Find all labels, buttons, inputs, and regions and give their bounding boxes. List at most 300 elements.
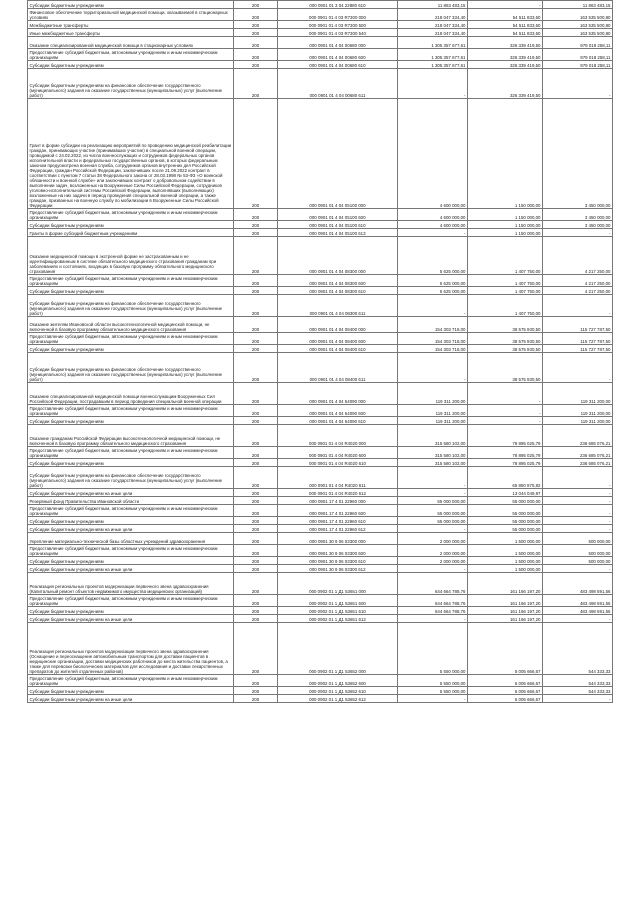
budget-execution-table	[27, 0, 613, 703]
table-row	[28, 425, 613, 447]
table-row	[28, 229, 613, 237]
row-budget-code-cell: 000 0901 30 9 06 03300 610	[278, 557, 398, 565]
row-name-cell: Предоставление субсидий бюджетным, автономным учреждениям и иным некоммерческим организациям	[28, 333, 234, 345]
table-row	[28, 497, 613, 505]
row-executed-amount-cell: 326 339 419,50	[468, 37, 543, 49]
row-remaining-amount-cell: 979 018 258,11	[543, 61, 613, 69]
table-row	[28, 505, 613, 517]
row-name-cell: Субсидии бюджетным учреждениям на иные цели	[28, 525, 234, 533]
row-budget-code-cell: 000 0901 01 3 04 22880 610	[278, 1, 398, 9]
row-remaining-amount-cell: 544 333,33	[543, 623, 613, 675]
row-name-cell: Оказание медицинской помощи в экстренной форме не застрахованным и не идентифицированным в системе обязательного медицинского страхования гражданам при заболеваниях и состояниях, входящих в базовую программу обязательного медицинского страхования	[28, 237, 234, 275]
row-approved-amount-cell: 315 580 102,00	[398, 425, 468, 447]
row-remaining-amount-cell: 4 217 250,00	[543, 237, 613, 275]
row-budget-code-cell: 000 0901 01 4 04 05100 610	[278, 221, 398, 229]
row-remaining-amount-cell: 163 535 500,80	[543, 9, 613, 21]
row-admin-code-cell: 200	[234, 675, 278, 687]
row-executed-amount-cell: 1 407 750,00	[468, 295, 543, 317]
row-admin-code-cell: 200	[234, 557, 278, 565]
row-name-cell: Предоставление субсидий бюджетным, автономным учреждениям и иным некоммерческим организациям	[28, 545, 234, 557]
row-name-cell: Субсидии бюджетным учреждениям	[28, 517, 234, 525]
row-name-cell: Финансовое обеспечение территориальной медицинской помощи, оказываемой в стационарных условиях	[28, 9, 234, 21]
row-remaining-amount-cell: 979 018 258,11	[543, 49, 613, 61]
row-remaining-amount-cell: 544 333,33	[543, 687, 613, 695]
row-admin-code-cell: 200	[234, 405, 278, 417]
table-row	[28, 405, 613, 417]
row-name-cell: Реализация региональных проектов модернизации первичного звена здравоохранения (Капитальный ремонт объектов недвижимого имущества медицинских организаций)	[28, 573, 234, 595]
row-name-cell: Субсидии бюджетным учреждениям	[28, 417, 234, 425]
row-remaining-amount-cell: 483 498 591,56	[543, 573, 613, 595]
row-executed-amount-cell: 78 895 025,79	[468, 447, 543, 459]
row-name-cell: Субсидии бюджетным учреждениям на финансовое обеспечение государственного (муниципального) задания на оказание государственных (муниципальных) услуг (выполнение работ)	[28, 295, 234, 317]
row-approved-amount-cell: 315 580 102,00	[398, 459, 468, 467]
row-approved-amount-cell: 55 000 000,00	[398, 497, 468, 505]
row-name-cell: Предоставление субсидий бюджетным, автономным учреждениям и иным некоммерческим организациям	[28, 595, 234, 607]
table-row	[28, 49, 613, 61]
row-approved-amount-cell: 119 311 200,00	[398, 405, 468, 417]
table-row	[28, 353, 613, 383]
row-executed-amount-cell: 1 150 000,00	[468, 221, 543, 229]
row-budget-code-cell: 000 0902 01 1 Д1 53652 610	[278, 687, 398, 695]
row-executed-amount-cell: 78 895 025,79	[468, 425, 543, 447]
row-executed-amount-cell: 1 407 750,00	[468, 275, 543, 287]
row-name-cell: Субсидии бюджетным учреждениям на иные цели	[28, 615, 234, 623]
row-remaining-amount-cell: 3 450 000,00	[543, 209, 613, 221]
row-admin-code-cell: 200	[234, 221, 278, 229]
row-approved-amount-cell: 1 305 357 677,61	[398, 49, 468, 61]
row-remaining-amount-cell: 163 535 500,80	[543, 29, 613, 37]
row-approved-amount-cell: 55 000 000,00	[398, 517, 468, 525]
row-approved-amount-cell: -	[398, 695, 468, 703]
row-admin-code-cell: 200	[234, 565, 278, 573]
row-budget-code-cell: 000 0901 01 4 04 08400 600	[278, 333, 398, 345]
table-row	[28, 623, 613, 675]
row-admin-code-cell: 200	[234, 615, 278, 623]
row-budget-code-cell: 000 0901 17 4 01 22960 612	[278, 525, 398, 533]
row-approved-amount-cell: 2 000 000,00	[398, 545, 468, 557]
row-remaining-amount-cell: -	[543, 525, 613, 533]
row-budget-code-cell: 000 0901 01 4 04 08300 610	[278, 287, 398, 295]
row-executed-amount-cell: 5 005 666,67	[468, 623, 543, 675]
row-budget-code-cell: 000 0901 01 4 04 00680 000	[278, 37, 398, 49]
row-admin-code-cell: 200	[234, 9, 278, 21]
row-admin-code-cell: 200	[234, 687, 278, 695]
row-admin-code-cell: 200	[234, 21, 278, 29]
table-row	[28, 607, 613, 615]
row-approved-amount-cell: 2 000 000,00	[398, 533, 468, 545]
table-row	[28, 533, 613, 545]
row-approved-amount-cell: 5 625 000,00	[398, 287, 468, 295]
row-admin-code-cell: 200	[234, 623, 278, 675]
row-name-cell: Субсидии бюджетным учреждениям на финансовое обеспечение государственного (муниципального) задания на оказание государственных (муниципальных) услуг (выполнение работ)	[28, 69, 234, 99]
row-remaining-amount-cell: -	[543, 565, 613, 573]
row-approved-amount-cell: -	[398, 525, 468, 533]
row-budget-code-cell: 000 0901 01 4 04 05100 600	[278, 209, 398, 221]
row-admin-code-cell: 200	[234, 287, 278, 295]
table-row	[28, 61, 613, 69]
row-admin-code-cell: 200	[234, 209, 278, 221]
row-budget-code-cell: 000 0902 01 1 Д1 53651 000	[278, 573, 398, 595]
row-budget-code-cell: 000 0901 01 4 04 54090 600	[278, 405, 398, 417]
table-body	[28, 1, 613, 703]
row-approved-amount-cell: 4 600 000,00	[398, 209, 468, 221]
row-admin-code-cell: 200	[234, 533, 278, 545]
row-admin-code-cell: 200	[234, 467, 278, 489]
row-approved-amount-cell: 5 550 000,00	[398, 623, 468, 675]
row-executed-amount-cell: 5 005 666,67	[468, 695, 543, 703]
row-remaining-amount-cell: 3 450 000,00	[543, 99, 613, 209]
row-executed-amount-cell: 13 044 049,97	[468, 489, 543, 497]
table-row	[28, 317, 613, 333]
row-name-cell: Межбюджетные трансферты	[28, 21, 234, 29]
row-approved-amount-cell: 2 000 000,00	[398, 557, 468, 565]
row-name-cell: Субсидии бюджетным учреждениям	[28, 61, 234, 69]
table-row	[28, 565, 613, 573]
row-remaining-amount-cell: 500 000,00	[543, 533, 613, 545]
row-name-cell: Субсидии бюджетным учреждениям	[28, 345, 234, 353]
row-executed-amount-cell: 326 339 419,50	[468, 69, 543, 99]
row-executed-amount-cell: 55 000 000,00	[468, 497, 543, 505]
row-approved-amount-cell: 644 664 788,76	[398, 595, 468, 607]
row-executed-amount-cell: 1 407 750,00	[468, 287, 543, 295]
row-admin-code-cell: 200	[234, 525, 278, 533]
row-executed-amount-cell: 1 500 000,00	[468, 545, 543, 557]
row-admin-code-cell: 200	[234, 49, 278, 61]
row-name-cell: Предоставление субсидий бюджетным, автономным учреждениям и иным некоммерческим организациям	[28, 275, 234, 287]
row-remaining-amount-cell: 11 863 483,15	[543, 1, 613, 9]
row-executed-amount-cell: 326 339 419,50	[468, 49, 543, 61]
table-row	[28, 573, 613, 595]
row-remaining-amount-cell: 4 217 250,00	[543, 287, 613, 295]
row-approved-amount-cell: 119 311 200,00	[398, 383, 468, 405]
row-remaining-amount-cell: 483 498 591,56	[543, 607, 613, 615]
row-name-cell: Оказание специализированной медицинской помощи в стационарных условиях	[28, 37, 234, 49]
row-admin-code-cell: 200	[234, 607, 278, 615]
row-remaining-amount-cell: -	[543, 295, 613, 317]
row-approved-amount-cell: -	[398, 229, 468, 237]
row-approved-amount-cell: -	[398, 353, 468, 383]
row-executed-amount-cell: 1 150 000,00	[468, 99, 543, 209]
row-budget-code-cell: 000 0901 01 4 04 R4020 000	[278, 425, 398, 447]
row-admin-code-cell: 200	[234, 317, 278, 333]
row-admin-code-cell: 200	[234, 545, 278, 557]
row-budget-code-cell: 000 0901 01 4 04 54090 000	[278, 383, 398, 405]
row-name-cell: Оказание гражданам Российской Федерации высокотехнологичной медицинской помощи, не включенной в базовую программу обязательного медицинского страхования	[28, 425, 234, 447]
row-budget-code-cell: 000 0901 01 4 04 08300 600	[278, 275, 398, 287]
row-executed-amount-cell: 1 150 000,00	[468, 209, 543, 221]
table-row	[28, 21, 613, 29]
row-admin-code-cell: 200	[234, 489, 278, 497]
row-remaining-amount-cell: -	[543, 69, 613, 99]
row-remaining-amount-cell: 236 685 076,21	[543, 425, 613, 447]
row-approved-amount-cell: -	[398, 467, 468, 489]
row-admin-code-cell: 200	[234, 99, 278, 209]
row-approved-amount-cell: 1 305 357 677,61	[398, 61, 468, 69]
row-budget-code-cell: 000 0901 30 9 06 03300 612	[278, 565, 398, 573]
row-remaining-amount-cell: 119 311 200,00	[543, 405, 613, 417]
row-name-cell: Субсидии бюджетным учреждениям на иные цели	[28, 695, 234, 703]
table-row	[28, 37, 613, 49]
row-budget-code-cell: 000 0902 01 1 Д1 53652 000	[278, 623, 398, 675]
row-executed-amount-cell: 54 511 833,60	[468, 21, 543, 29]
row-executed-amount-cell: -	[468, 383, 543, 405]
row-remaining-amount-cell: -	[543, 505, 613, 517]
row-admin-code-cell: 200	[234, 383, 278, 405]
table-row	[28, 383, 613, 405]
budget-document-page	[27, 0, 612, 703]
row-name-cell: Субсидии бюджетным учреждениям	[28, 287, 234, 295]
row-approved-amount-cell: 5 550 000,00	[398, 687, 468, 695]
table-row	[28, 459, 613, 467]
row-budget-code-cell: 000 0901 17 4 01 22960 600	[278, 505, 398, 517]
row-name-cell: Гранты в форме субсидий бюджетным учреждениям	[28, 229, 234, 237]
row-admin-code-cell: 200	[234, 595, 278, 607]
table-row	[28, 687, 613, 695]
row-remaining-amount-cell: -	[543, 497, 613, 505]
row-admin-code-cell: 200	[234, 517, 278, 525]
row-approved-amount-cell: 55 000 000,00	[398, 505, 468, 517]
row-executed-amount-cell: 161 166 197,20	[468, 573, 543, 595]
table-row	[28, 545, 613, 557]
row-executed-amount-cell: 326 339 419,50	[468, 61, 543, 69]
row-budget-code-cell: 000 0902 01 1 Д1 53651 612	[278, 615, 398, 623]
row-admin-code-cell: 200	[234, 497, 278, 505]
row-budget-code-cell: 000 0902 01 1 Д1 53652 612	[278, 695, 398, 703]
table-row	[28, 29, 613, 37]
table-row	[28, 557, 613, 565]
row-executed-amount-cell: -	[468, 1, 543, 9]
row-budget-code-cell: 000 0901 30 9 06 03300 600	[278, 545, 398, 557]
row-admin-code-cell: 200	[234, 29, 278, 37]
row-approved-amount-cell: 119 311 200,00	[398, 417, 468, 425]
row-executed-amount-cell: 55 000 000,00	[468, 505, 543, 517]
row-approved-amount-cell: 5 625 000,00	[398, 275, 468, 287]
table-row	[28, 345, 613, 353]
row-remaining-amount-cell: -	[543, 517, 613, 525]
row-admin-code-cell: 200	[234, 447, 278, 459]
row-name-cell: Субсидии бюджетным учреждениям на иные цели	[28, 489, 234, 497]
row-remaining-amount-cell: 500 000,00	[543, 545, 613, 557]
table-row	[28, 1, 613, 9]
row-name-cell: Предоставление субсидий бюджетным, автономным учреждениям и иным некоммерческим организациям	[28, 447, 234, 459]
row-remaining-amount-cell: 236 685 076,21	[543, 459, 613, 467]
row-budget-code-cell: 000 0901 01 4 04 00680 611	[278, 69, 398, 99]
row-admin-code-cell: 200	[234, 229, 278, 237]
row-remaining-amount-cell: -	[543, 695, 613, 703]
row-approved-amount-cell: 1 305 357 677,61	[398, 37, 468, 49]
row-remaining-amount-cell: 115 727 787,50	[543, 333, 613, 345]
row-executed-amount-cell: 38 575 930,50	[468, 333, 543, 345]
row-approved-amount-cell: 218 047 334,40	[398, 9, 468, 21]
row-approved-amount-cell: 218 047 334,40	[398, 21, 468, 29]
row-approved-amount-cell: 11 863 483,15	[398, 1, 468, 9]
row-executed-amount-cell: 161 166 197,20	[468, 595, 543, 607]
row-budget-code-cell: 000 0901 01 4 04 R4020 610	[278, 459, 398, 467]
row-budget-code-cell: 000 0901 01 4 04 R4020 612	[278, 489, 398, 497]
row-approved-amount-cell: -	[398, 295, 468, 317]
row-executed-amount-cell: 1 500 000,00	[468, 557, 543, 565]
row-executed-amount-cell: 38 575 930,50	[468, 353, 543, 383]
row-name-cell: Субсидии бюджетным учреждениям	[28, 459, 234, 467]
row-admin-code-cell: 200	[234, 345, 278, 353]
row-admin-code-cell: 200	[234, 459, 278, 467]
row-name-cell: Резервный фонд Правительства Ивановской области	[28, 497, 234, 505]
row-remaining-amount-cell: -	[543, 615, 613, 623]
row-executed-amount-cell: 1 500 000,00	[468, 533, 543, 545]
row-name-cell: Субсидии бюджетным учреждениям	[28, 1, 234, 9]
row-name-cell: Реализация региональных проектов модернизации первичного звена здравоохранения (Оснащение и переоснащение автомобильным транспортом для доставки пациентов в медицинские организации, доставки медицинских работников до места жительства пациентов, а также для перевозки биологических материалов для исследования и доставки лекарственных препаратов до жителей отдаленных районов)	[28, 623, 234, 675]
row-budget-code-cell: 000 0901 17 4 01 22960 610	[278, 517, 398, 525]
row-name-cell: Субсидии бюджетным учреждениям на финансовое обеспечение государственного (муниципального) задания на оказание государственных (муниципальных) услуг (выполнение работ)	[28, 467, 234, 489]
row-name-cell: Предоставление субсидий бюджетным, автономным учреждениям и иным некоммерческим организациям	[28, 49, 234, 61]
row-name-cell: Субсидии бюджетным учреждениям	[28, 687, 234, 695]
row-name-cell: Предоставление субсидий бюджетным, автономным учреждениям и иным некоммерческим организациям	[28, 505, 234, 517]
table-row	[28, 333, 613, 345]
table-row	[28, 525, 613, 533]
row-remaining-amount-cell: -	[543, 489, 613, 497]
row-executed-amount-cell: 5 005 666,67	[468, 687, 543, 695]
table-row	[28, 69, 613, 99]
row-approved-amount-cell: -	[398, 69, 468, 99]
row-executed-amount-cell: 38 575 930,50	[468, 345, 543, 353]
row-remaining-amount-cell: -	[543, 467, 613, 489]
row-executed-amount-cell: -	[468, 417, 543, 425]
row-executed-amount-cell: 55 000 000,00	[468, 525, 543, 533]
row-budget-code-cell: 000 0901 01 4 04 08300 000	[278, 237, 398, 275]
row-admin-code-cell: 200	[234, 425, 278, 447]
table-row	[28, 287, 613, 295]
row-executed-amount-cell: 1 407 750,00	[468, 237, 543, 275]
row-name-cell: Оказание специализированной медицинской помощи военнослужащим Вооруженных Сил Российской Федерации, пострадавшим в период проведения специальной военной операции	[28, 383, 234, 405]
row-approved-amount-cell: 644 664 788,76	[398, 573, 468, 595]
row-budget-code-cell: 000 0901 01 4 04 08300 611	[278, 295, 398, 317]
row-approved-amount-cell: -	[398, 565, 468, 573]
row-admin-code-cell: 200	[234, 1, 278, 9]
row-name-cell: Субсидии бюджетным учреждениям на финансовое обеспечение государственного (муниципального) задания на оказание государственных (муниципальных) услуг (выполнение работ)	[28, 353, 234, 383]
row-approved-amount-cell: 4 600 000,00	[398, 99, 468, 209]
row-approved-amount-cell: 644 664 788,76	[398, 607, 468, 615]
row-admin-code-cell: 200	[234, 353, 278, 383]
row-approved-amount-cell: -	[398, 615, 468, 623]
row-budget-code-cell: 000 0901 01 4 04 05100 000	[278, 99, 398, 209]
row-approved-amount-cell: 315 580 102,00	[398, 447, 468, 459]
table-row	[28, 489, 613, 497]
row-remaining-amount-cell: -	[543, 229, 613, 237]
row-admin-code-cell: 200	[234, 573, 278, 595]
row-remaining-amount-cell: -	[543, 353, 613, 383]
row-remaining-amount-cell: 115 727 787,50	[543, 317, 613, 333]
row-approved-amount-cell: 4 600 000,00	[398, 221, 468, 229]
row-executed-amount-cell: 1 150 000,00	[468, 229, 543, 237]
table-row	[28, 275, 613, 287]
row-name-cell: Субсидии бюджетным учреждениям	[28, 221, 234, 229]
row-admin-code-cell: 200	[234, 37, 278, 49]
row-budget-code-cell: 000 0901 17 4 01 22960 000	[278, 497, 398, 505]
table-row	[28, 237, 613, 275]
row-budget-code-cell: 000 0901 01 4 04 05100 613	[278, 229, 398, 237]
row-executed-amount-cell: 54 511 833,60	[468, 9, 543, 21]
table-row	[28, 517, 613, 525]
row-executed-amount-cell: 38 575 930,50	[468, 317, 543, 333]
row-name-cell: Предоставление субсидий бюджетным, автономным учреждениям и иным некоммерческим организациям	[28, 405, 234, 417]
row-remaining-amount-cell: 115 727 787,50	[543, 345, 613, 353]
row-budget-code-cell: 000 0902 01 1 Д1 53651 600	[278, 595, 398, 607]
row-budget-code-cell: 000 0901 01 4 04 00680 600	[278, 49, 398, 61]
row-remaining-amount-cell: 119 311 200,00	[543, 383, 613, 405]
row-admin-code-cell: 200	[234, 237, 278, 275]
row-budget-code-cell: 000 0901 01 4 03 R7300 500	[278, 21, 398, 29]
row-remaining-amount-cell: 3 450 000,00	[543, 221, 613, 229]
row-executed-amount-cell: 65 850 975,82	[468, 467, 543, 489]
row-name-cell: Грант в форме субсидии на реализацию мероприятий по проведению медицинской реабилитации граждан, принимающих участие (принимавших участие) в специальной военной операции, проводимой с 24.02.2022, из числа военнослужащих и сотрудников федеральных органов исполнительной власти и федеральных государственных органов, в которых федеральным законом предусмотрена военная служба, сотрудников органов внутренних дел Российской Федерации, граждан Российской Федерации, заключивших после 21.09.2022 контракт в соответствии с пунктом 7 статьи 38 Федерального закона от 28.03.1998 № 53-ФЗ «О воинской обязанности и военной службе» или заключивших контракт о добровольном содействии в выполнении задач, возложенных на Вооруженные Силы Российской Федерации, сотрудников уголовно-исполнительной системы Российской Федерации, выполнявших (выполняющих) возложенные на них задачи в период проведения специальной военной операции, а также граждан, призванных на военную службу по мобилизации в Вооруженные Силы Российской Федерации	[28, 99, 234, 209]
row-executed-amount-cell: 161 166 197,20	[468, 607, 543, 615]
row-executed-amount-cell: 54 511 833,60	[468, 29, 543, 37]
table-row	[28, 615, 613, 623]
row-executed-amount-cell: 1 500 000,00	[468, 565, 543, 573]
row-budget-code-cell: 000 0902 01 1 Д1 53651 610	[278, 607, 398, 615]
row-remaining-amount-cell: 544 333,33	[543, 675, 613, 687]
row-admin-code-cell: 200	[234, 333, 278, 345]
row-executed-amount-cell: -	[468, 405, 543, 417]
row-approved-amount-cell: 5 550 000,00	[398, 675, 468, 687]
row-budget-code-cell: 000 0901 01 4 04 R4020 600	[278, 447, 398, 459]
table-row	[28, 209, 613, 221]
row-admin-code-cell: 200	[234, 505, 278, 517]
row-approved-amount-cell: 154 303 718,00	[398, 333, 468, 345]
row-remaining-amount-cell: 4 217 250,00	[543, 275, 613, 287]
row-executed-amount-cell: 5 005 666,67	[468, 675, 543, 687]
row-executed-amount-cell: 55 000 000,00	[468, 517, 543, 525]
row-budget-code-cell: 000 0901 01 4 03 R7300 000	[278, 9, 398, 21]
row-approved-amount-cell: 154 303 718,00	[398, 317, 468, 333]
row-name-cell: Субсидии бюджетным учреждениям	[28, 607, 234, 615]
row-admin-code-cell: 200	[234, 695, 278, 703]
row-remaining-amount-cell: 119 311 200,00	[543, 417, 613, 425]
row-budget-code-cell: 000 0901 30 9 06 03300 000	[278, 533, 398, 545]
table-row	[28, 295, 613, 317]
row-admin-code-cell: 200	[234, 275, 278, 287]
row-name-cell: Субсидии бюджетным учреждениям на иные цели	[28, 565, 234, 573]
table-row	[28, 447, 613, 459]
row-budget-code-cell: 000 0901 01 4 04 08400 611	[278, 353, 398, 383]
row-name-cell: Иные межбюджетные трансферты	[28, 29, 234, 37]
row-admin-code-cell: 200	[234, 417, 278, 425]
row-admin-code-cell: 200	[234, 295, 278, 317]
row-approved-amount-cell: 218 047 334,40	[398, 29, 468, 37]
table-row	[28, 675, 613, 687]
row-remaining-amount-cell: 979 018 258,11	[543, 37, 613, 49]
table-row	[28, 595, 613, 607]
row-budget-code-cell: 000 0901 01 4 04 R4020 611	[278, 467, 398, 489]
row-approved-amount-cell: 154 303 718,00	[398, 345, 468, 353]
row-remaining-amount-cell: 163 535 500,80	[543, 21, 613, 29]
row-remaining-amount-cell: 483 498 591,56	[543, 595, 613, 607]
row-approved-amount-cell: 5 625 000,00	[398, 237, 468, 275]
row-budget-code-cell: 000 0901 01 4 04 08400 610	[278, 345, 398, 353]
row-executed-amount-cell: 161 166 197,20	[468, 615, 543, 623]
row-name-cell: Укрепление материально-технической базы областных учреждений здравоохранения	[28, 533, 234, 545]
row-executed-amount-cell: 78 895 025,79	[468, 459, 543, 467]
row-name-cell: Предоставление субсидий бюджетным, автономным учреждениям и иным некоммерческим организациям	[28, 209, 234, 221]
row-admin-code-cell: 200	[234, 61, 278, 69]
row-admin-code-cell: 200	[234, 69, 278, 99]
row-name-cell: Оказание жителям Ивановской области высокотехнологичной медицинской помощи, не включенной в базовую программу обязательного медицинского страхования	[28, 317, 234, 333]
row-budget-code-cell: 000 0902 01 1 Д1 53652 600	[278, 675, 398, 687]
row-budget-code-cell: 000 0901 01 4 03 R7300 540	[278, 29, 398, 37]
row-name-cell: Предоставление субсидий бюджетным, автономным учреждениям и иным некоммерческим организациям	[28, 675, 234, 687]
table-row	[28, 467, 613, 489]
row-budget-code-cell: 000 0901 01 4 04 54090 610	[278, 417, 398, 425]
